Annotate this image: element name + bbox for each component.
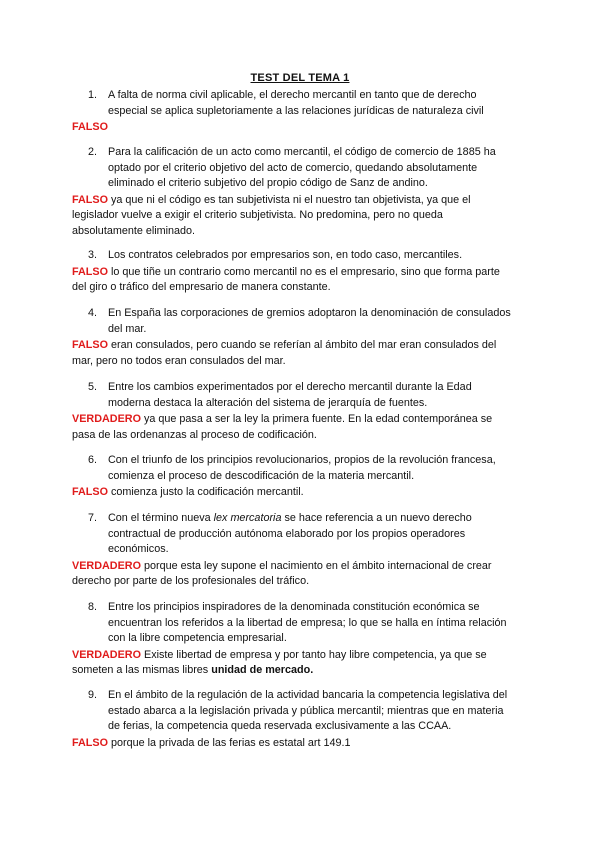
answer (0, 338, 600, 369)
answer (0, 736, 600, 752)
question-text (0, 306, 600, 337)
verdict-label: FALSO (72, 121, 108, 134)
question-statement: Con el triunfo de los principios revolucionarios, propios de la revolución francesa, comienza el proceso de descodificación de la materia mercantil. (108, 454, 496, 482)
question-2 (0, 145, 600, 240)
question-statement: Los contratos celebrados por empresarios son, en todo caso, mercantiles. (108, 249, 463, 261)
answer (0, 412, 600, 443)
question-1 (0, 88, 600, 136)
answer (0, 265, 600, 296)
question-statement-start: Con el término nueva (108, 512, 211, 524)
answer (0, 485, 600, 501)
question-number: 4. (88, 307, 98, 319)
question-statement: Para la calificación de un acto como mercantil, el código de comercio de 1885 ha optado por el criterio objetivo del acto de comercio, quedando absolutamente eliminado el criterio subjetivo del propio código de Sanz de andino. (108, 146, 496, 190)
verdict-label: VERDADERO (72, 648, 141, 661)
question-number: 3. (88, 249, 98, 261)
question-statement: Entre los cambios experimentados por el derecho mercantil durante la Edad moderna destaca la alteración del sistema de jerarquía de fuentes. (108, 381, 472, 409)
question-text (0, 688, 600, 735)
question-number: 9. (88, 689, 98, 701)
question-6 (0, 453, 600, 501)
question-number: 1. (88, 89, 98, 101)
question-text (0, 511, 600, 558)
question-7 (0, 511, 600, 590)
verdict-label: FALSO (72, 486, 108, 499)
verdict-label: FALSO (72, 339, 108, 352)
question-4 (0, 306, 600, 369)
page-title: TEST DEL TEMA 1 (250, 72, 350, 84)
latin-term: lex mercatoria (213, 512, 282, 524)
answer (0, 120, 600, 136)
question-3 (0, 248, 600, 296)
question-number: 7. (88, 512, 98, 524)
answer (0, 559, 600, 590)
question-statement: A falta de norma civil aplicable, el derecho mercantil en tanto que de derecho especial se aplica supletoriamente a las relaciones jurídicas de naturaleza civil (108, 89, 484, 117)
question-text (0, 600, 600, 647)
answer-emphasis: unidad de mercado. (211, 664, 314, 677)
answer-explanation: comienza justo la codificación mercantil. (111, 486, 304, 499)
question-text (0, 380, 600, 411)
answer-explanation: ya que ni el código es tan subjetivista ni el nuestro tan objetivista, ya que el legislador vuelve a exigir el criterio subjetivista. No predomina, pero no queda absolutamente eliminado. (72, 193, 471, 237)
question-statement-end: se hace referencia a un nuevo derecho contractual de producción autónoma elaborado por los propios operadores económicos. (108, 512, 472, 556)
question-number: 5. (88, 381, 98, 393)
verdict-label: VERDADERO (72, 413, 141, 426)
answer-explanation: Existe libertad de empresa y por tanto hay libre competencia, ya que se someten a las mismas libres (72, 648, 487, 677)
answer (0, 648, 600, 679)
answer-explanation: lo que tiñe un contrario como mercantil no es el empresario, sino que forma parte del giro o tráfico del empresario de manera constante. (72, 265, 500, 294)
question-5 (0, 380, 600, 443)
question-number: 2. (88, 146, 98, 158)
question-statement: En España las corporaciones de gremios adoptaron la denominación de consulados del mar. (108, 307, 511, 335)
question-statement: Entre los principios inspiradores de la denominada constitución económica se encuentran los referidos a la libertad de empresa; lo que se halla en íntima relación con la libre competencia empresarial. (108, 601, 507, 645)
verdict-label: FALSO (72, 193, 108, 206)
question-number: 8. (88, 601, 98, 613)
verdict-label: VERDADERO (72, 559, 141, 572)
answer-explanation: eran consulados, pero cuando se referían al ámbito del mar eran consulados del mar, pero no todos eran consulados del mar. (72, 339, 497, 367)
question-text (0, 145, 600, 192)
answer-explanation: porque esta ley supone el nacimiento en el ámbito internacional de crear derecho por parte de los profesionales del tráfico. (72, 559, 492, 588)
question-text (0, 453, 600, 484)
question-8 (0, 600, 600, 679)
answer-explanation: ya que pasa a ser la ley la primera fuente. En la edad contemporánea se pasa de las ordenanzas al proceso de codificación. (72, 413, 493, 441)
question-number: 6. (88, 454, 98, 466)
answer (0, 193, 600, 240)
question-text (0, 88, 600, 119)
verdict-label: FALSO (72, 265, 108, 278)
verdict-label: FALSO (72, 736, 108, 749)
question-9 (0, 688, 600, 751)
question-text (0, 248, 600, 264)
question-statement: En el ámbito de la regulación de la actividad bancaria la competencia legislativa del estado abarca a la legislación privada y pública mercantil; mientras que en materia de ferias, la competencia queda reservada exclusivamente a las CCAA. (108, 689, 508, 733)
answer-explanation: porque la privada de las ferias es estatal art 149.1 (111, 736, 351, 749)
